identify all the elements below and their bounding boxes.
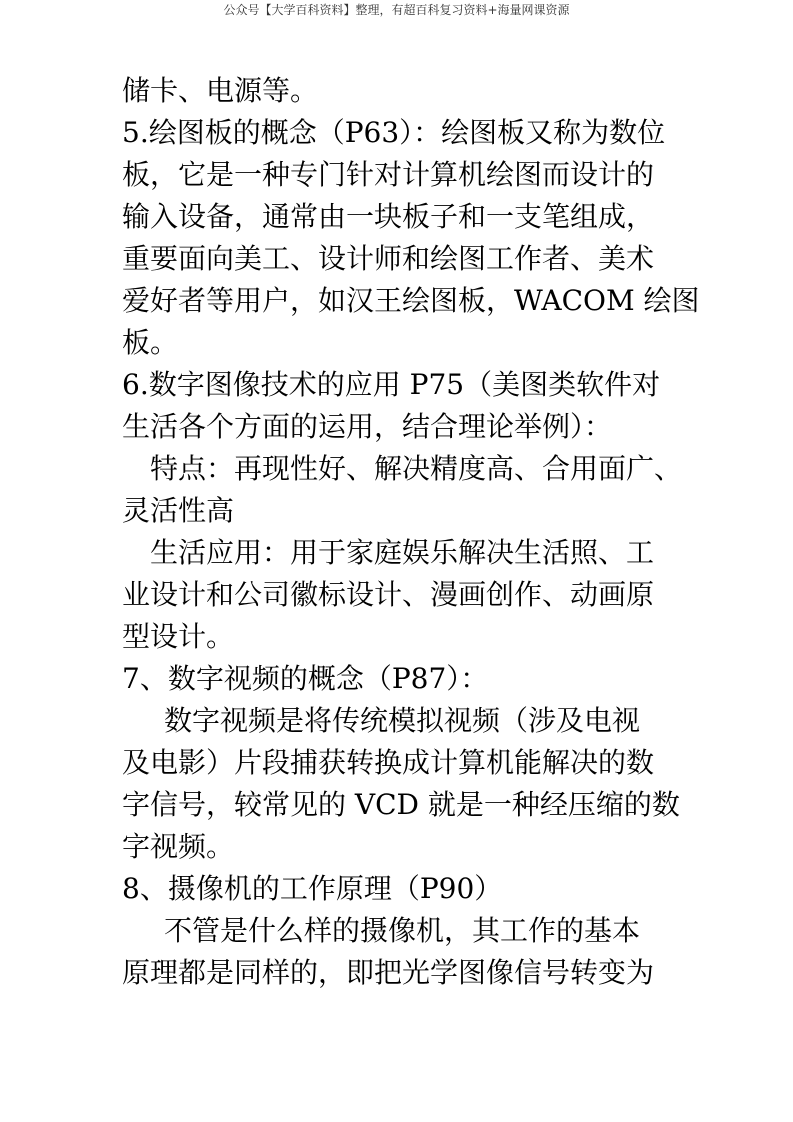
text-line: 特点：再现性好、解决精度高、合用面广、 <box>150 452 683 485</box>
text-line: 板，它是一种专门针对计算机绘图而设计的 <box>122 158 655 191</box>
section-heading-7: 7、数字视频的概念（P87）： <box>122 662 489 695</box>
section-heading-8: 8、摄像机的工作原理（P90） <box>122 872 503 905</box>
text-line: 原理都是同样的，即把光学图像信号转变为 <box>122 956 655 989</box>
section-heading-6: 6.数字图像技术的应用 P75（美图类软件对 <box>122 368 661 401</box>
text-line: 板。 <box>122 326 179 359</box>
text-line: 输入设备，通常由一块板子和一支笔组成， <box>122 200 655 233</box>
text-line: 重要面向美工、设计师和绘图工作者、美术 <box>122 242 655 275</box>
text-line: 生活应用：用于家庭娱乐解决生活照、工 <box>150 536 655 569</box>
text-line: 型设计。 <box>122 620 235 653</box>
section-heading-5: 5.绘图板的概念（P63）：绘图板又称为数位 <box>122 116 666 149</box>
text-line: 爱好者等用户，如汉王绘图板，WACOM 绘图 <box>122 284 700 317</box>
text-line: 储卡、电源等。 <box>122 74 319 107</box>
text-line: 及电影）片段捕获转换成计算机能解决的数 <box>122 746 655 779</box>
text-line: 字视频。 <box>122 830 235 863</box>
text-line: 灵活性高 <box>122 494 235 527</box>
document-body <box>122 70 700 994</box>
page-header: 公众号【大学百科资料】整理，有超百科复习资料+海量网课资源 <box>223 3 570 17</box>
text-line: 不管是什么样的摄像机，其工作的基本 <box>164 914 641 947</box>
text-line: 业设计和公司徽标设计、漫画创作、动画原 <box>122 578 655 611</box>
text-line: 数字视频是将传统模拟视频（涉及电视 <box>164 704 641 737</box>
text-line: 生活各个方面的运用，结合理论举例）： <box>122 410 613 443</box>
text-line: 字信号，较常见的 VCD 就是一种经压缩的数 <box>122 788 680 821</box>
